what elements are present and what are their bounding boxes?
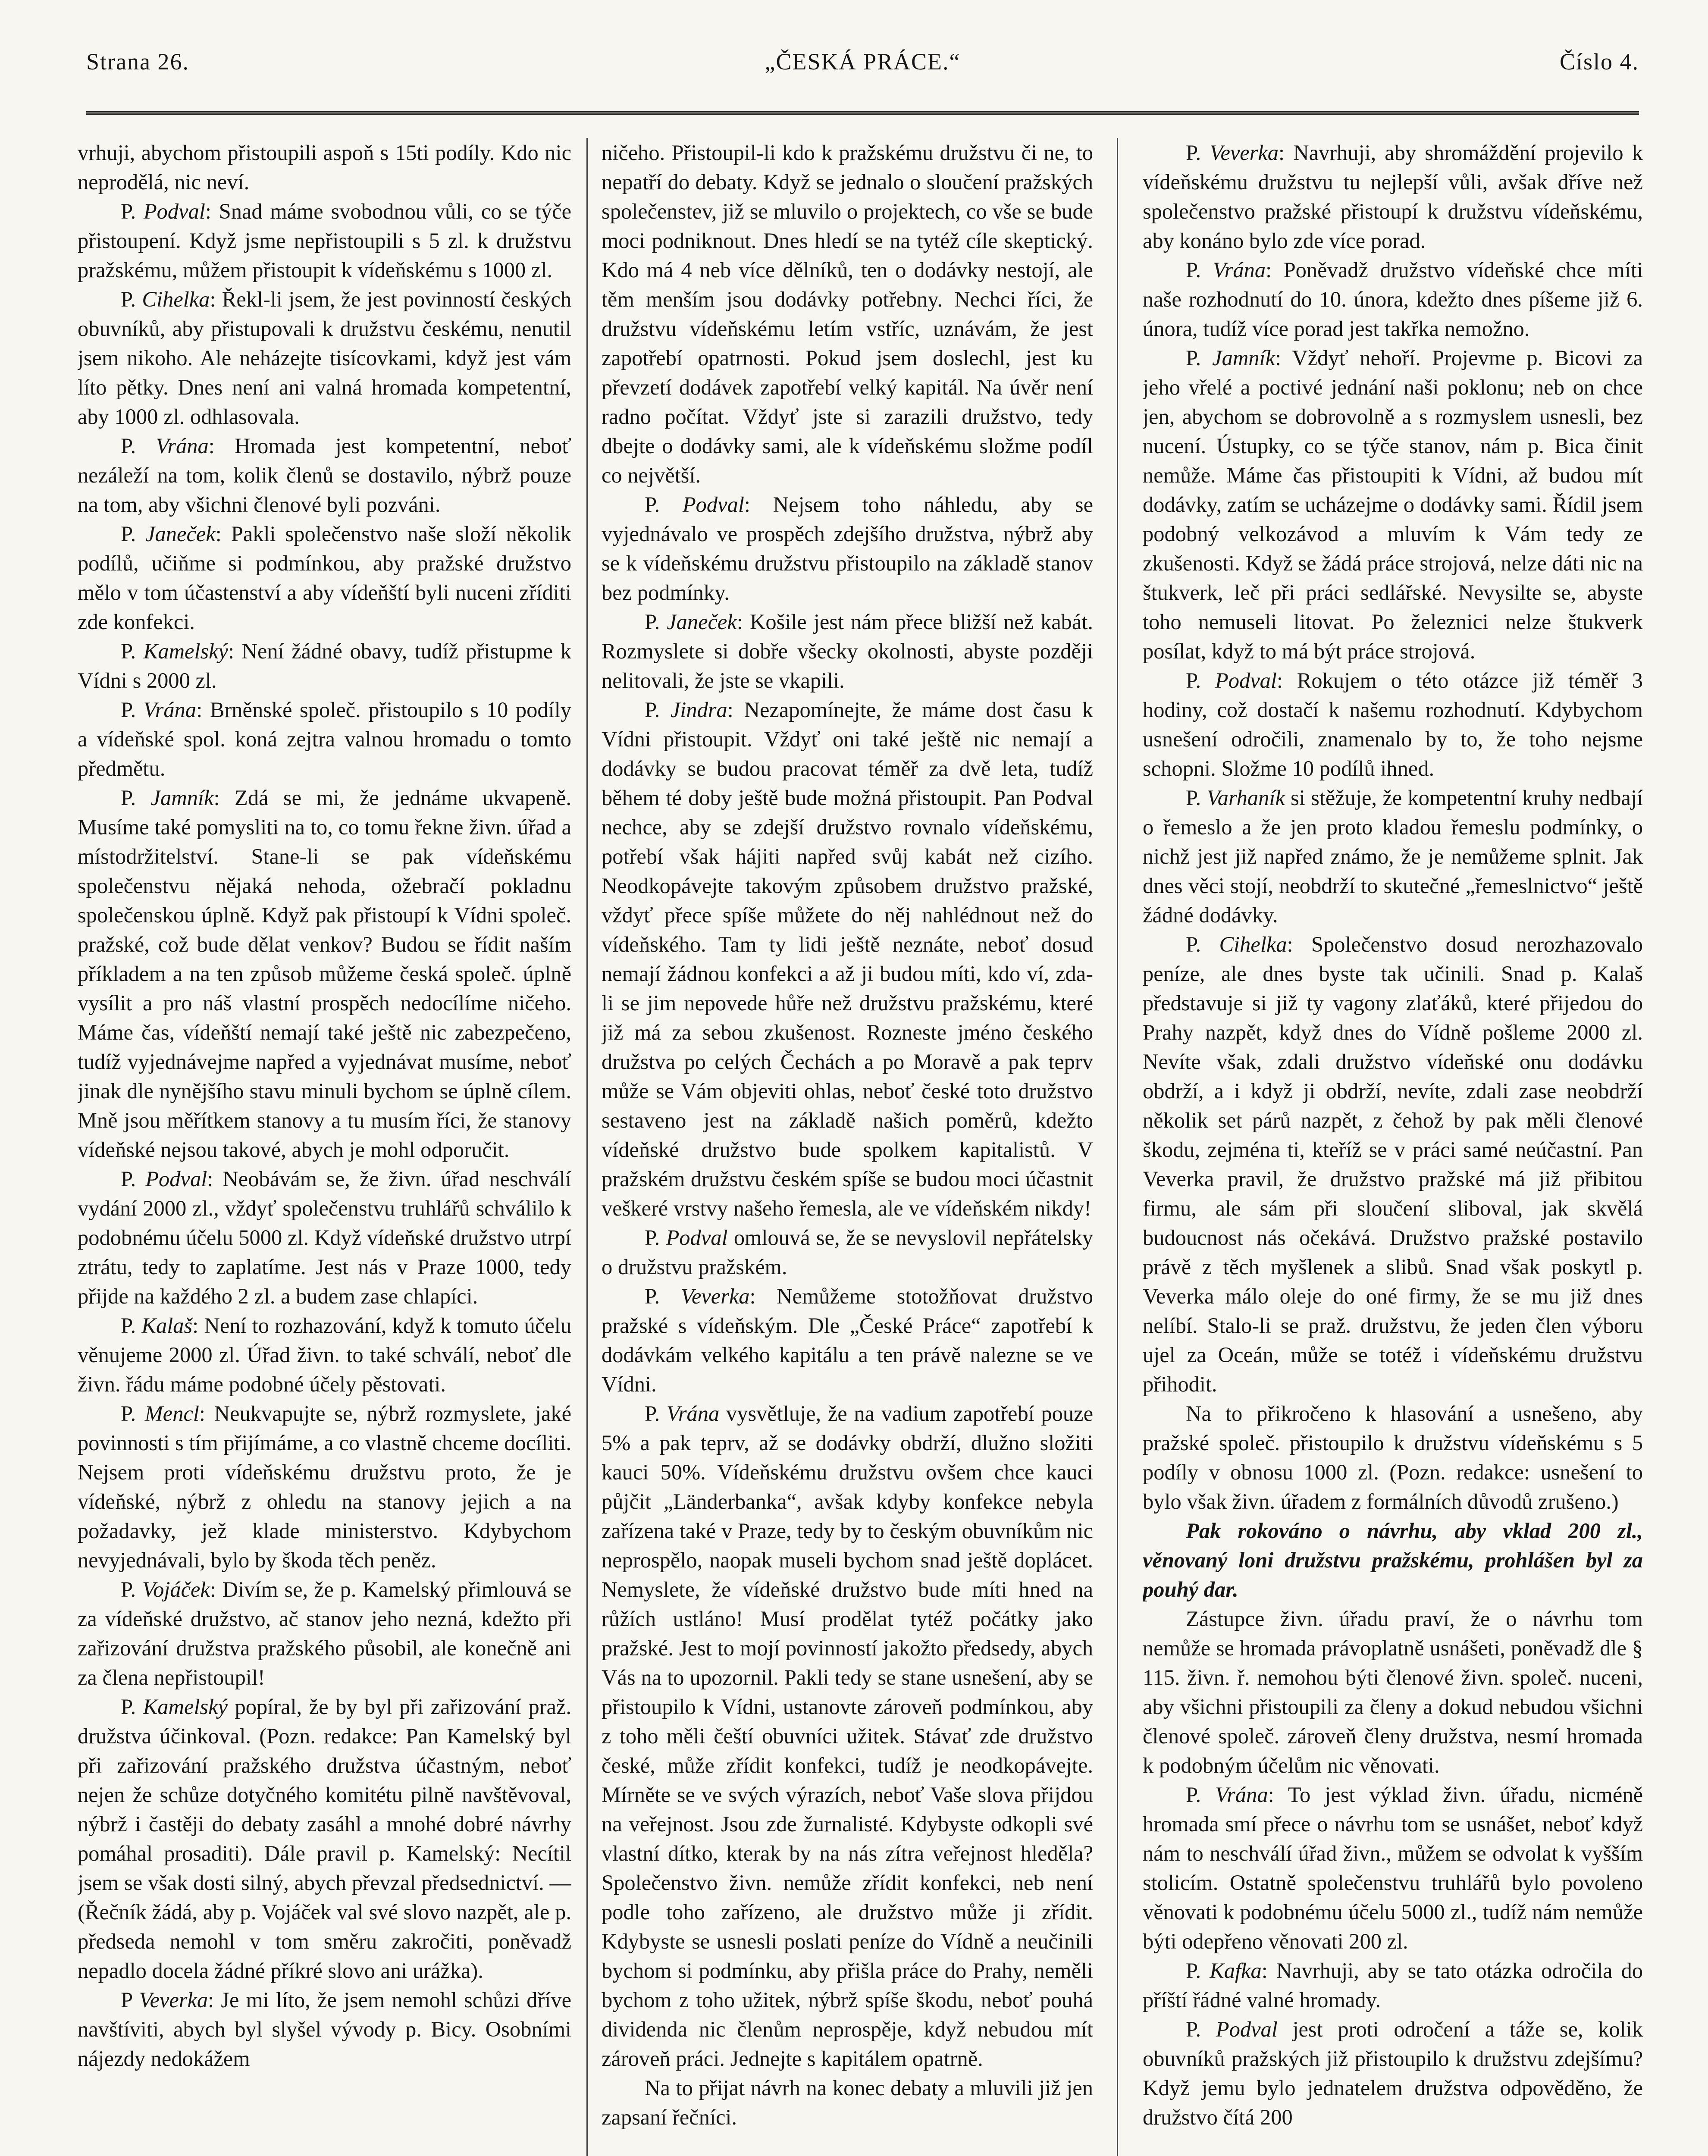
paragraph-text: : Zdá se mi, že jednáme ukvapeně. Musíme také pomysliti na to, co tomu řekne živn. úřad a místodržitelství. Stane-li se pak vídeňskému společenstvu nějaká nehoda, ožebračí pokladnu společenskou úplně. Když pak přistoupí k Vídni společ. pražské, což bude dělat venkov? Budou se řídit naším příkladem a na ten způsob můžeme česká společ. úplně vysílit a pro náš vlastní prospěch nedocílíme ničeho. Máme čas, vídeňští nemají také ještě nic zabezpečeno, tudíž vyjednávejme napřed a vyjednávat musíme, neboť jinak dle nynějšího stavu minuli bychom se úplně cílem. Mně jsou měřítkem stanovy a tu musím říci, že stanovy vídeňské nejsou takové, abych je mohl odporučit. [78, 786, 571, 1162]
speaker-prefix: P. [1186, 1959, 1210, 1983]
paragraph [78, 695, 571, 783]
paragraph [78, 519, 571, 636]
speaker-name: Vrána [143, 698, 197, 722]
paragraph [1143, 1399, 1643, 1516]
paragraph [602, 138, 1093, 490]
speaker-name: Podval [145, 1167, 207, 1191]
speaker-name: Podval [143, 199, 205, 223]
speaker-name: Veverka [1210, 141, 1279, 165]
paragraph [1143, 1780, 1643, 1956]
paragraph [1143, 783, 1643, 930]
speaker-prefix: P. [121, 199, 144, 223]
speaker-prefix: P. [645, 1284, 681, 1308]
speaker-prefix: P. [121, 434, 156, 458]
speaker-prefix: P. [121, 698, 144, 722]
speaker-prefix: P. [1186, 141, 1210, 165]
paragraph-text: : Není to rozhazování, když k tomuto účelu věnujeme 2000 zl. Úřad živn. to také schválí, neboť dle živn. řádu máme podobné účely pěstovati. [78, 1313, 571, 1396]
paragraph-text: : Řekl-li jsem, že jest povinností českých obuvníků, aby přistupovali k družstvu českému, nenutil jsem nikoho. Ale neházejte tisícovkami, když jest vám líto pětky. Dnes není ani valná hromada kompetentní, aby 1000 zl. odhlasovala. [78, 287, 571, 429]
paragraph-text: Na to přijat návrh na konec debaty a mluvili již jen zapsaní řečníci. [602, 2076, 1093, 2129]
speaker-prefix: P. [645, 492, 683, 517]
paragraph-text: omlouvá se, že se nevyslovil nepřátelsky o družstvu pražském. [602, 1225, 1093, 1279]
paragraph-text: : Neobávám se, že živn. úřad neschválí vydání 2000 zl., vždyť společenstvu truhlářů schválilo k podobnému účelu 5000 zl. Když vídeňské družstvo utrpí ztrátu, tedy to zaplatíme. Jest nás v Praze 1000, tedy přijde na každého 2 zl. a budem zase chlapíci. [78, 1167, 571, 1308]
paragraph-text: : Pakli společenstvo naše složí několik podílů, učiňme si podmínkou, aby pražské družstvo mělo v tom účastenství a aby vídeňští byli nuceni zříditi zde konfekci. [78, 522, 571, 634]
speaker-prefix: P. [121, 287, 142, 311]
paragraph-text: : Vždyť nehoří. Projevme p. Bicovi za jeho vřelé a poctivé jednání naši poklonu; neb on chce jen, abychom se dobrovolně a s rozmyslem usnesli, bez nucení. Ústupky, co se týče stanov, nám p. Bica činit nemůže. Máme čas přistoupiti k Vídni, až budou mít dodávky, zatím se ucházejme o dodávky sami. Řídil jsem podobný velkozávod a mluvím k Vám tedy ze zkušenosti. Když se žádá práce strojová, nelze dáti nic na štukverk, leč při práci sedlářské. Nevysilte se, abyste toho nemuseli litovat. Po železnici nelze štukverk posílat, když to má být práce strojová. [1143, 346, 1643, 663]
speaker-name: Podval [1215, 668, 1277, 693]
column-1 [78, 138, 571, 2156]
speaker-name: Kafka [1210, 1959, 1262, 1983]
speaker-prefix: P. [121, 639, 144, 663]
speaker-prefix: P. [1186, 668, 1215, 693]
paragraph [78, 1399, 571, 1575]
paragraph [78, 1692, 571, 1985]
speaker-prefix: P. [1186, 1783, 1216, 1807]
speaker-name: Cihelka [142, 287, 210, 311]
paragraph-text: si stěžuje, že kompetentní kruhy nedbají o řemeslo a že jen proto kladou řemeslu podmínky, o nichž jest již napřed známo, že je nemůžeme splnit. Jak dnes věci stojí, neobdrží to skutečné „řemeslnictvo“ ještě žádné dodávky. [1143, 786, 1643, 927]
paragraph-text: Na to přikročeno k hlasování a usnešeno, aby pražské společ. přistoupilo k družstvu vídeňskému s 5 podíly v obnosu 1000 zl. (Pozn. redakce: usnešení to bylo však živn. úřadem z formálních důvodů zrušeno.) [1143, 1401, 1643, 1514]
paragraph-text: : Společenstvo dosud nerozhazovalo peníze, ale dnes byste tak učinili. Snad p. Kalaš představuje si již ty vagony zlaťáků, které přijedou do Prahy nazpět, když dnes do Vídně pošleme 2000 zl. Nevíte však, zdali družstvo vídeňské onu dodávku obdrží, a i když ji obdrží, nevíte, zdali zase neobdrží několik set párů nazpět, z čehož by pak měli členové škodu, zejména ti, kteříž se v práci samé neúčastní. Pan Veverka pravil, že družstvo pražské má již přibitou firmu, ale sám při sloučení sliboval, jak skvělá budoucnost nás očekává. Družstvo pražské postavilo právě z těch myšlenek a slibů. Snad však poskytl p. Veverka málo oleje do oné firmy, že se mu již dnes nelíbí. Stalo-li se praž. družstvu, že jeden člen výboru ujel za Oceán, může se totéž i vídeňskému družstvu přihodit. [1143, 932, 1643, 1396]
speaker-prefix: P. [645, 1401, 667, 1426]
paragraph [602, 1282, 1093, 1399]
paragraph-text: : Divím se, že p. Kamelský přimlouvá se za vídeňské družstvo, ač stanov jeho nezná, kdežto při zařizování družstva pražského působil, ale konečně ani za člena nepřistoupil! [78, 1577, 571, 1689]
paragraph-text: : Nezapomínejte, že máme dost času k Vídni přistoupit. Vždyť oni také ještě nic nemají a dodávky se budou pracovat téměř za dvě leta, tudíž během té doby ještě bude možná přistoupit. Pan Podval nechce, aby se zdejší družstvo rovnalo vídeňskému, potřebí však hájiti napřed svůj kabát než cizího. Neodkopávejte takovým způsobem družstvo pražské, vždyť přece spíše můžete do něj nahlédnout než do vídeňského. Tam ty lidi ještě neznáte, neboť dosud nemají žádnou konfekci a až ji budou míti, kdo ví, zda-li se jim nepovede hůře než družstvu pražskému, které již má za sebou zkušenost. Rozneste jméno českého družstva po celých Čechách a po Moravě a pak teprv může se Vám objeviti ohlas, neboť české toto družstvo sestaveno jest na základě našich poměrů, kdežto vídeňské družstvo bude spolkem kapitalistů. V pražském družstvu českém spíše se budou moci účastnit veškeré vrstvy našeho řemesla, ale ve vídeňském nikdy! [602, 698, 1093, 1220]
paragraph-text: Zástupce živn. úřadu praví, že o návrhu tom nemůže se hromada právoplatně usnášeti, poněvadž dle § 115. živn. ř. nemohou býti členové živn. společ. nuceni, aby všichni přistoupili za členy a dokud nebudou všichni členové společ. zároveň členy družstva, nesmí hromada k podobným účelům nic věnovati. [1143, 1607, 1643, 1777]
speaker-name: Jindra [670, 698, 727, 722]
paragraph [78, 1575, 571, 1692]
speaker-prefix: P. [121, 1401, 145, 1426]
paragraph [1143, 255, 1643, 343]
speaker-name: Veverka [139, 1988, 208, 2012]
column-2 [602, 138, 1093, 2156]
speaker-prefix: P. [121, 1313, 142, 1338]
paragraph [1143, 666, 1643, 783]
paragraph-text: : Snad máme svobodnou vůli, co se týče přistoupení. Když jsme nepřistoupili s 5 zl. k družstvu pražskému, můžem přistoupit k vídeňskému s 1000 zl. [78, 199, 571, 282]
paragraph-text: : Nemůžeme stotožňovat družstvo pražské s vídeňským. Dle „České Práce“ zapotřebí k dodávkám velkého kapitálu a ten právě nalezne se ve Vídni. [602, 1284, 1093, 1396]
speaker-name: Vrána [1215, 1783, 1268, 1807]
speaker-prefix: P. [1186, 2017, 1216, 2041]
paragraph [78, 197, 571, 285]
paragraph [602, 607, 1093, 695]
speaker-prefix: P. [1186, 786, 1207, 810]
paragraph [1143, 930, 1643, 1399]
speaker-prefix: P. [1186, 258, 1213, 282]
speaker-name: Vrána [156, 434, 209, 458]
paragraph [1143, 138, 1643, 255]
paragraph-text: popíral, že by byl při zařizování praž. družstva účinkoval. (Pozn. redakce: Pan Kamelský byl při zařizování pražského družstva účastným, neboť nejen že schůze dotyčného komitétu pilně navštěvoval, nýbrž i častěji do debaty zasáhl a mnohé dobré návrhy pomáhal prosaditi). Dále pravil p. Kamelský: Necítil jsem se však dosti silný, abych převzal předsednictví. — (Řečník žádá, aby p. Vojáček val své slovo nazpět, ale p. předseda nemohl v tom směru zakročiti, poněvadž nepadlo docela žádné příkré slovo ani urážka). [78, 1695, 571, 1983]
speaker-prefix: P. [645, 1225, 666, 1250]
paragraph [1143, 1956, 1643, 2015]
paragraph-text: Pak rokováno o návrhu, aby vklad 200 zl., věnovaný loni družstvu pražskému, prohlášen byl za pouhý dar. [1143, 1519, 1643, 1601]
speaker-name: Vrána [666, 1401, 720, 1426]
speaker-name: Podval [682, 492, 744, 517]
speaker-name: Jamník [1212, 346, 1276, 370]
speaker-prefix: P. [1186, 346, 1213, 370]
paragraph [78, 636, 571, 695]
column-divider-2 [1117, 138, 1118, 2156]
speaker-name: Podval [1216, 2017, 1278, 2041]
issue-number: Číslo 4. [1559, 49, 1639, 75]
speaker-prefix: P [121, 1988, 139, 2012]
paragraph [1143, 1604, 1643, 1780]
paragraph [602, 1399, 1093, 2073]
speaker-prefix: P. [1186, 932, 1219, 956]
paragraph-text: jest proti odročení a táže se, kolik obuvníků pražských již přistoupilo k družstvu zdejšímu? Když jemu bylo jednatelem družstva odpověděno, že družstvo čítá 200 [1143, 2017, 1643, 2129]
speaker-name: Kamelský [143, 639, 228, 663]
paragraph-text: : Poněvadž družstvo vídeňské chce míti naše rozhodnutí do 10. února, kdežto dnes píšeme již 6. února, tudíž více porad jest takřka nemožno. [1143, 258, 1643, 341]
page-header [86, 26, 1639, 78]
speaker-name: Janeček [145, 522, 216, 546]
paragraph-text: : Brněnské společ. přistoupilo s 10 podíly a vídeňské spol. koná zejtra valnou hromadu o tomto předmětu. [78, 698, 571, 780]
speaker-name: Cihelka [1219, 932, 1287, 956]
speaker-name: Jamník [150, 786, 214, 810]
speaker-prefix: P. [121, 1167, 146, 1191]
paragraph [78, 783, 571, 1164]
speaker-name: Vojáček [142, 1577, 210, 1601]
speaker-prefix: P. [645, 698, 671, 722]
paragraph [78, 1985, 571, 2073]
paragraph [1143, 1516, 1643, 1604]
speaker-prefix: P. [121, 522, 146, 546]
speaker-name: Mencl [144, 1401, 199, 1426]
paragraph [78, 1311, 571, 1399]
paragraph [602, 490, 1093, 607]
paragraph-text: : Navrhuji, aby shromáždění projevilo k vídeňskému družstvu tu nejlepší vůli, avšak dříve než společenstvo pražské přistoupí k družstvu vídeňskému, aby konáno bylo zde více porad. [1143, 141, 1643, 253]
column-divider-1 [586, 138, 588, 2156]
paragraph-text: : Není žádné obavy, tudíž přistupme k Vídni s 2000 zl. [78, 639, 571, 693]
speaker-name: Kamelský [143, 1695, 228, 1719]
paragraph-text: : Je mi líto, že jsem nemohl schůzi dříve navštíviti, abych byl slyšel vývody p. Bicy. Osobními nájezdy nedokážem [78, 1988, 571, 2071]
paragraph-text: : Neukvapujte se, nýbrž rozmyslete, jaké povinnosti s tím přijímáme, a co vlastně chceme docíliti. Nejsem proti vídeňskému družstvu proto, že je vídeňské, nýbrž z ohledu na stanovy jejich a na požadavky, jež klade ministerstvo. Kdybychom nevyjednávali, bylo by škoda těch peněz. [78, 1401, 571, 1572]
paragraph [78, 431, 571, 519]
speaker-prefix: P. [121, 1577, 142, 1601]
paragraph [1143, 2015, 1643, 2132]
masthead-title: „ČESKÁ PRÁCE.“ [765, 49, 961, 75]
paragraph-text: : Košile jest nám přece bližší než kabát. Rozmyslete si dobře všecky okolnosti, abyste později nelitovali, že jste se vkapili. [602, 610, 1093, 693]
paragraph-text: : Navrhuji, aby se tato otázka odročila do příští řádné valné hromady. [1143, 1959, 1643, 2012]
paragraph-text: ničeho. Přistoupil-li kdo k pražskému družstvu či ne, to nepatří do debaty. Když se jednalo o sloučení pražských společenstev, již se mluvilo o projektech, co vše se bude moci podniknout. Dnes hledí se na tytéž cíle skeptický. Kdo má 4 neb více dělníků, ten o dodávky nestojí, ale těm menším jsou dodávky potřebny. Nechci říci, že družstvu vídeňskému letím vstříc, uznávám, že jest zapotřebí opatrnosti. Pokud jsem doslechl, jest ku převzetí dodávek zapotřebí velký kapitál. Na úvěr není radno počítat. Vždyť jste si zarazili družstvo, tedy dbejte o dodávky sami, ale k vídeňskému složme podíl co největší. [602, 141, 1093, 487]
column-3 [1143, 138, 1643, 2156]
paragraph [78, 1164, 571, 1311]
paragraph [78, 285, 571, 431]
paragraph-text: vrhuji, abychom přistoupili aspoň s 15ti podíly. Kdo nic neprodělá, nic neví. [78, 141, 571, 194]
page-number: Strana 26. [86, 49, 189, 75]
speaker-name: Veverka [680, 1284, 750, 1308]
paragraph-text: : Rokujem o této otázce již téměř 3 hodiny, což dostačí k našemu rozhodnutí. Kdybychom usnešení odročili, znamenalo by to, že toho nejsme schopni. Složme 10 podílů ihned. [1143, 668, 1643, 780]
paragraph [602, 1223, 1093, 1282]
paragraph-text: vysvětluje, že na vadium zapotřebí pouze 5% a pak teprv, až se dodávky obdrží, dlužno složiti kauci 50%. Vídeňskému družstvu ovšem chce kauci půjčit „Länderbanka“, avšak kdyby konfekce nebyla zařízena také v Praze, tedy by to českým obuvníkům nic neprospělo, naopak museli bychom snad ještě doplácet. Nemyslete, že vídeňské družstvo bude míti hned na růžích ustláno! Musí prodělat tytéž počátky jako pražské. Jest to mojí povinností jakožto předsedy, abych Vás na to upozornil. Pakli tedy se stane usnešení, aby se přistoupilo k Vídni, ustanovte zároveň podmínkou, aby z toho měli čeští obuvníci užitek. Stávať zde družstvo české, může zřídit konfekci, tudíž je neodkopávejte. Mírněte se ve svých výrazích, neboť Vaše slova přijdou na veřejnost. Jsou zde žurnalisté. Kdybyste odkopli své vlastní dítko, kterak by na nás zítra veřejnost hleděla? Společenstvo živn. nemůže zřídit konfekci, neb není podle toho zařízeno, ale družstvo může ji zřídit. Kdybyste se usnesli poslati peníze do Vídně a neučinili bychom si podmínku, aby přišla práce do Prahy, neměli bychom z toho užitek, nýbrž spíše škodu, neboť pouhá dividenda nic členům neprospěje, když nebudou mít zároveň práci. Jednejte s kapitálem opatrně. [602, 1401, 1093, 2071]
speaker-name: Kalaš [141, 1313, 193, 1338]
paragraph [78, 138, 571, 197]
paragraph [602, 2073, 1093, 2132]
speaker-name: Vrána [1213, 258, 1266, 282]
paragraph-text: : Hromada jest kompetentní, neboť nezáleží na tom, kolik členů se dostavilo, nýbrž pouze na tom, aby všichni členové byli pozváni. [78, 434, 571, 517]
speaker-name: Podval [666, 1225, 728, 1250]
speaker-name: Janeček [667, 610, 737, 634]
speaker-name: Varhaník [1207, 786, 1285, 810]
speaker-prefix: P. [645, 610, 667, 634]
header-rule [86, 111, 1639, 115]
paragraph-text: : Nejsem toho náhledu, aby se vyjednávalo ve prospěch zdejšího družstva, nýbrž aby se k vídeňskému družstvu přistoupilo na základě stanov bez podmínky. [602, 492, 1093, 605]
paragraph [1143, 343, 1643, 666]
speaker-prefix: P. [121, 786, 151, 810]
paragraph [602, 695, 1093, 1223]
speaker-prefix: P. [121, 1695, 143, 1719]
paragraph-text: : To jest výklad živn. úřadu, nicméně hromada smí přece o návrhu tom se usnášet, neboť když nám to neschválí úřad živn., můžem se odvolat k vyšším stolicím. Ostatně společenstvu truhlářů bylo povoleno věnovati k podobnému účelu 5000 zl., tudíž nám nemůže býti odepřeno věnovati 200 zl. [1143, 1783, 1643, 1953]
